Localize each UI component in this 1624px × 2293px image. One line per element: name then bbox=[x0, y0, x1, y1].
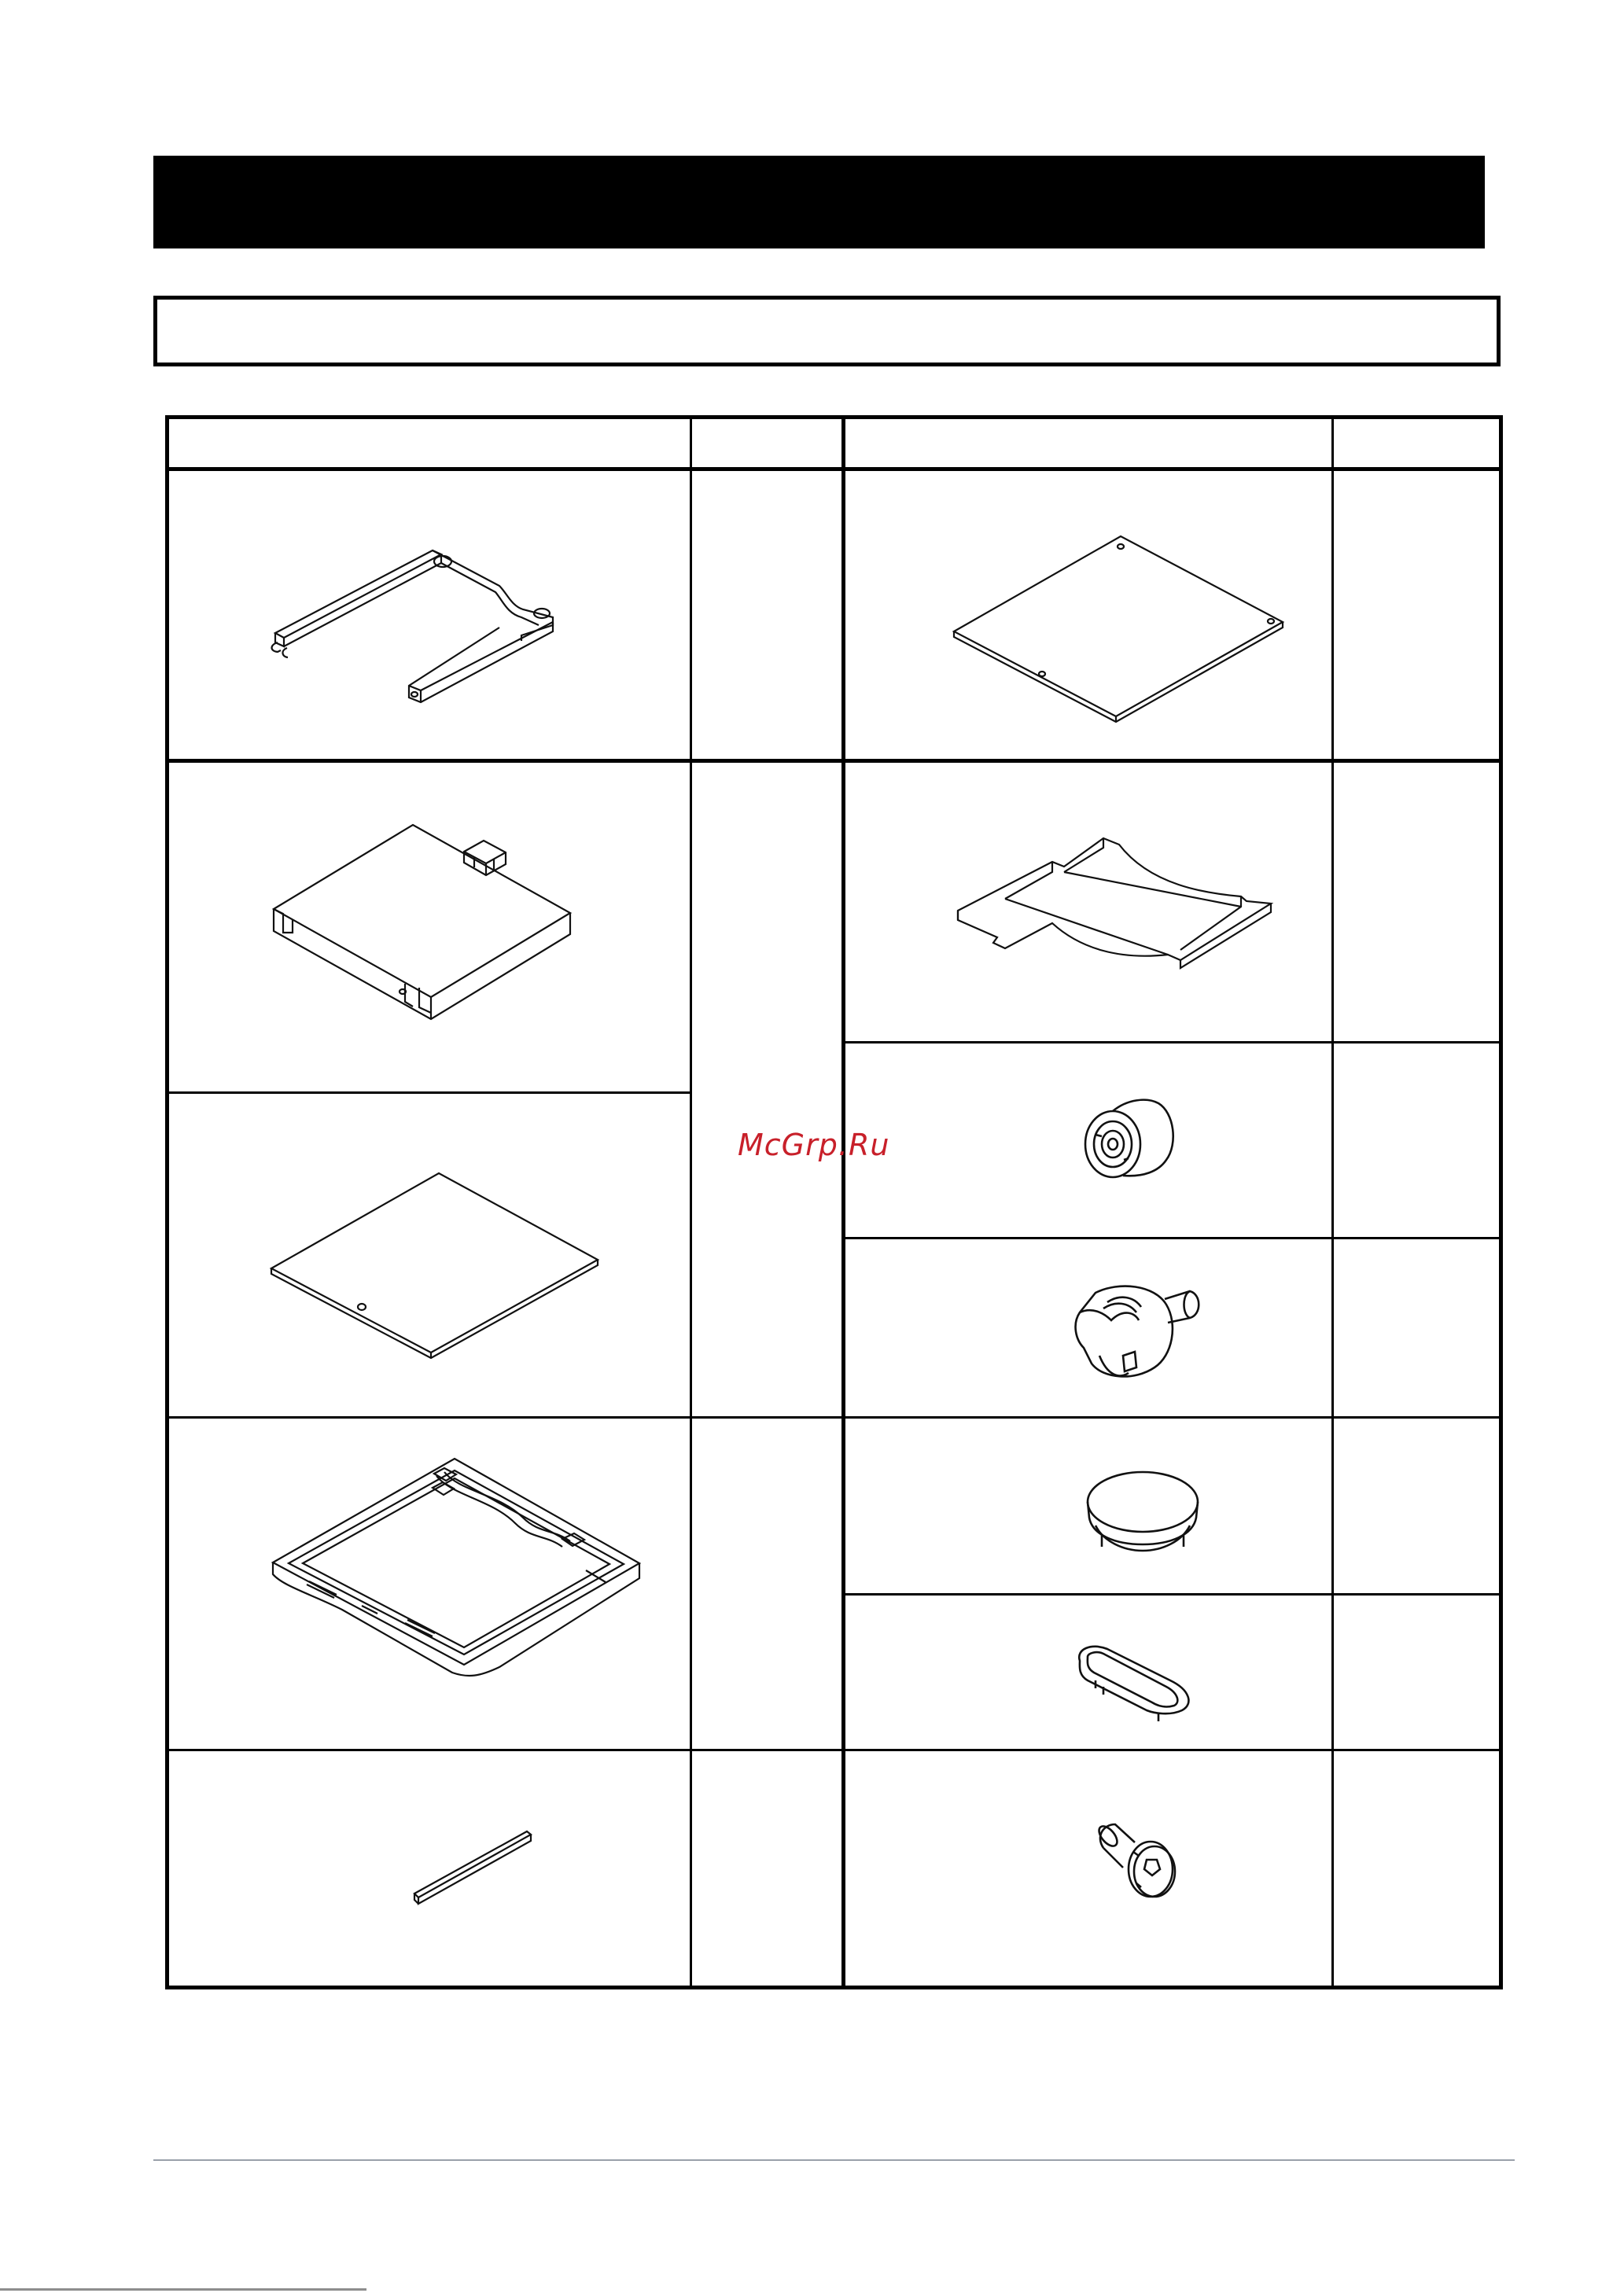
watermark-text: McGrp.Ru bbox=[738, 1128, 890, 1162]
part-cell-flat-plate bbox=[169, 1092, 690, 1416]
curved-sheet-icon bbox=[844, 760, 1331, 1041]
flat-plate-icon bbox=[169, 1092, 690, 1416]
part-cell-square-plate bbox=[844, 468, 1331, 759]
part-cell-oval-button bbox=[844, 1594, 1331, 1749]
part-cell-round-cap bbox=[844, 1417, 1331, 1593]
part-cell-screw bbox=[844, 1750, 1331, 1989]
subtitle-box bbox=[153, 296, 1501, 366]
roller-icon bbox=[844, 1042, 1331, 1237]
scroll-indicator bbox=[0, 2288, 366, 2291]
screw-icon bbox=[844, 1750, 1331, 1989]
oval-button-icon bbox=[844, 1594, 1331, 1749]
base-frame-icon bbox=[169, 1417, 690, 1749]
part-cell-top-cover-frame bbox=[169, 468, 690, 759]
square-plate-icon bbox=[844, 468, 1331, 759]
round-cap-icon bbox=[844, 1417, 1331, 1593]
part-cell-knob bbox=[844, 1238, 1331, 1416]
part-cell-chassis-tray bbox=[169, 760, 690, 1091]
knob-icon bbox=[844, 1238, 1331, 1416]
chassis-tray-icon bbox=[169, 760, 690, 1091]
parts-table bbox=[165, 415, 1503, 1989]
part-cell-rod bbox=[169, 1750, 690, 1989]
top-cover-frame-icon bbox=[169, 468, 690, 759]
part-cell-base-frame bbox=[169, 1417, 690, 1749]
footer-rule bbox=[153, 2159, 1515, 2161]
rod-icon bbox=[169, 1750, 690, 1989]
part-cell-curved-sheet bbox=[844, 760, 1331, 1041]
title-banner bbox=[153, 156, 1485, 248]
part-cell-roller bbox=[844, 1042, 1331, 1237]
